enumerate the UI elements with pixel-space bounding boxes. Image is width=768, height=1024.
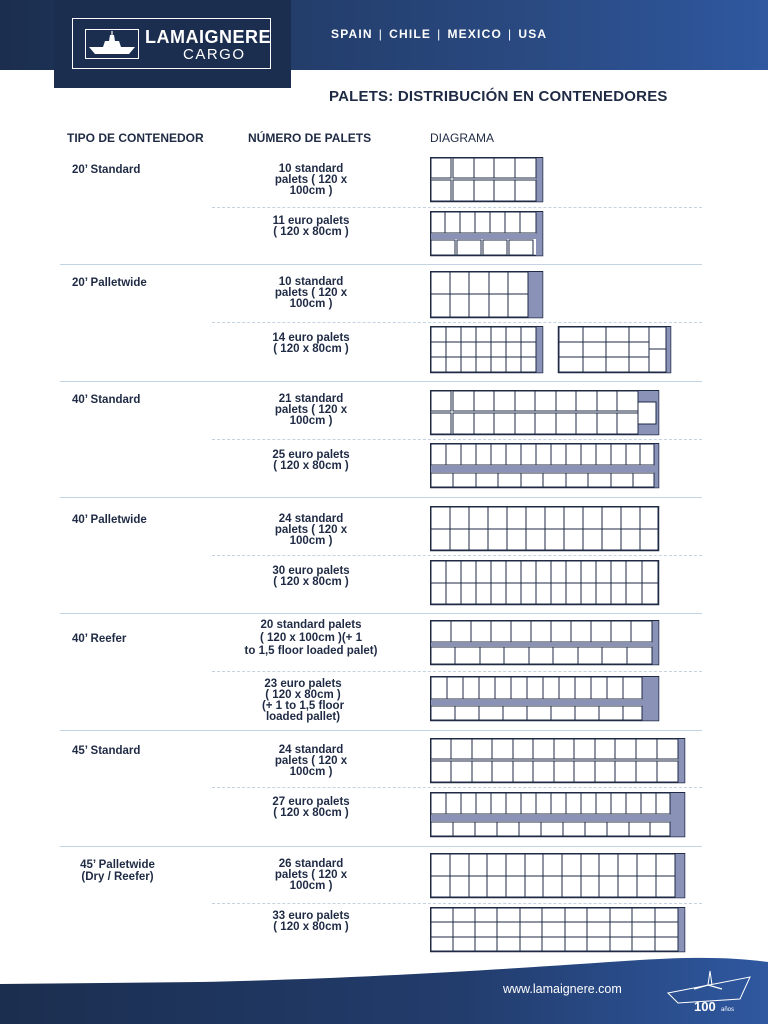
logo-box[interactable] xyxy=(54,0,291,88)
pallet-count: 25 euro palets ( 120 x 80cm ) xyxy=(272,449,350,472)
diagram-40-palletwide-euro xyxy=(430,560,660,610)
separator xyxy=(60,264,702,265)
diagram-40-reefer-euro xyxy=(430,676,660,726)
container-type: 40’ Reefer xyxy=(72,633,127,645)
pallet-count: 30 euro palets ( 120 x 80cm ) xyxy=(272,565,350,588)
column-header-diagram: DIAGRAMA xyxy=(430,131,495,145)
diagram-40-standard-euro xyxy=(430,443,660,493)
pallet-count: 24 standard palets ( 120 x 100cm ) xyxy=(274,744,348,778)
container-type: 20’ Palletwide xyxy=(72,277,147,289)
pallet-count: 33 euro palets ( 120 x 80cm ) xyxy=(272,910,350,933)
container-type: 40’ Palletwide xyxy=(72,514,147,526)
container-type: 45’ Palletwide (Dry / Reefer) xyxy=(80,859,155,883)
diagram-40-standard-standard xyxy=(430,390,660,440)
diagram-45-standard-standard xyxy=(430,738,686,788)
badge-number: 100 xyxy=(694,999,716,1013)
divider: | xyxy=(378,27,384,41)
diagram-20-standard-euro xyxy=(430,211,544,261)
separator xyxy=(212,207,702,208)
brand-subtitle: CARGO xyxy=(183,46,246,63)
anniversary-badge-icon xyxy=(664,963,754,1013)
separator xyxy=(60,846,702,847)
country-usa[interactable]: USA xyxy=(518,27,548,41)
container-type: 45’ Standard xyxy=(72,745,141,757)
separator xyxy=(60,381,702,382)
pallet-count: 24 standard palets ( 120 x 100cm ) xyxy=(274,513,348,547)
separator xyxy=(212,671,702,672)
separator xyxy=(212,903,702,904)
badge-text: años xyxy=(721,1007,735,1013)
pallet-count: 26 standard palets ( 120 x 100cm ) xyxy=(274,858,348,892)
diagram-40-palletwide-standard xyxy=(430,506,660,556)
logo-frame xyxy=(72,18,271,69)
diagram-20-palletwide-euro xyxy=(430,326,672,378)
container-type: 40’ Standard xyxy=(72,394,141,406)
pallet-count: 21 standard palets ( 120 x 100cm ) xyxy=(274,393,348,427)
brand-name: LAMAIGNERE xyxy=(145,27,271,47)
pallet-count: 11 euro palets ( 120 x 80cm ) xyxy=(272,215,350,238)
separator xyxy=(60,730,702,731)
country-mexico[interactable]: MEXICO xyxy=(447,27,502,41)
page-title: PALETS: DISTRIBUCIÓN EN CONTENEDORES xyxy=(329,88,668,105)
diagram-20-standard-standard xyxy=(430,157,544,207)
column-header-type: TIPO DE CONTENEDOR xyxy=(67,131,204,145)
pallet-count: 27 euro palets ( 120 x 80cm ) xyxy=(272,796,350,819)
pallet-count: 23 euro palets ( 120 x 80cm ) (+ 1 to 1,5 floor loaded pallet) xyxy=(261,678,345,723)
pallet-count: 10 standard palets ( 120 x 100cm ) xyxy=(274,276,348,310)
ship-logo-icon xyxy=(85,29,139,59)
diagram-20-palletwide-standard xyxy=(430,271,544,323)
diagram-40-reefer-standard xyxy=(430,620,660,670)
pallet-count: 14 euro palets ( 120 x 80cm ) xyxy=(272,332,350,355)
pallet-count: 10 standard palets ( 120 x 100cm ) xyxy=(274,163,348,197)
divider: | xyxy=(508,27,513,41)
footer-wave xyxy=(0,948,768,1024)
divider: | xyxy=(437,27,442,41)
column-header-count: NÚMERO DE PALETS xyxy=(248,131,372,145)
container-type: 20’ Standard xyxy=(72,164,141,176)
country-list xyxy=(331,27,547,41)
pallet-count: 20 standard palets ( 120 x 100cm )(+ 1 to 1,5 floor loaded palet) xyxy=(244,619,378,657)
website-link[interactable]: www.lamaignere.com xyxy=(503,982,622,996)
separator xyxy=(60,497,702,498)
separator xyxy=(60,613,702,614)
country-chile[interactable]: CHILE xyxy=(389,27,432,41)
diagram-45-standard-euro xyxy=(430,792,686,842)
country-spain[interactable]: SPAIN xyxy=(331,27,373,41)
diagram-45-palletwide-standard xyxy=(430,853,686,903)
